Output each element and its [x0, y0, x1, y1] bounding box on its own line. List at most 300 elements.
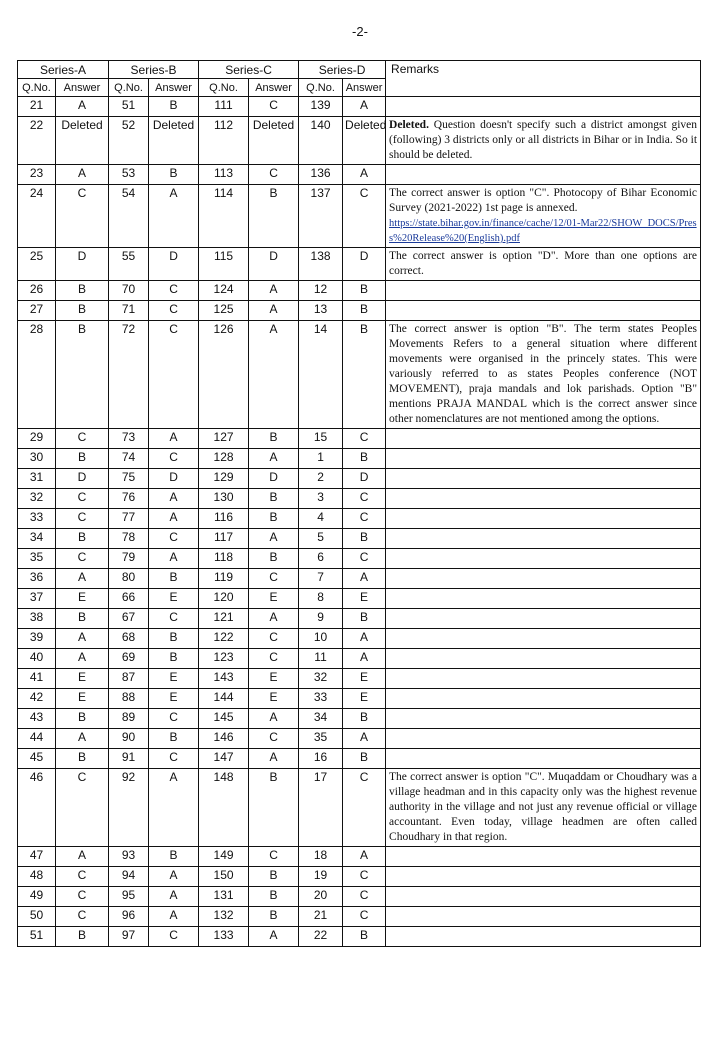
series-a-qno-cell: 43	[18, 709, 56, 729]
series-c-qno-cell: 114	[199, 185, 249, 248]
series-c-answer-cell: B	[249, 549, 299, 569]
series-c-answer-cell: E	[249, 669, 299, 689]
remarks-cell	[386, 569, 701, 589]
series-d-qno-cell: 14	[299, 321, 343, 429]
series-b-answer-cell: B	[149, 729, 199, 749]
series-c-qno-cell: 149	[199, 847, 249, 867]
series-a-answer-cell: A	[56, 847, 109, 867]
remark-text: The correct answer is option "C". Photocopy of Bihar Economic Survey (2021-2022) 1st page is annexed.	[389, 187, 698, 214]
series-c-answer-cell: A	[249, 449, 299, 469]
table-row	[18, 907, 701, 927]
series-b-qno-cell: 74	[109, 449, 149, 469]
series-b-qno-cell: 72	[109, 321, 149, 429]
series-b-answer-cell: C	[149, 749, 199, 769]
series-b-qno-cell: 51	[109, 97, 149, 117]
series-b-answer-cell: A	[149, 867, 199, 887]
remarks-cell	[386, 301, 701, 321]
series-a-answer-cell: B	[56, 301, 109, 321]
answer-key-table	[17, 60, 701, 947]
series-b-qno-cell: 69	[109, 649, 149, 669]
remarks-cell	[386, 867, 701, 887]
remarks-cell	[386, 669, 701, 689]
series-b-qno-cell: 68	[109, 629, 149, 649]
series-a-qno-cell: 39	[18, 629, 56, 649]
series-c-qno-cell: 124	[199, 281, 249, 301]
series-a-qno-cell: 37	[18, 589, 56, 609]
series-d-qno-cell: 33	[299, 689, 343, 709]
series-c-qno-cell: 121	[199, 609, 249, 629]
series-c-qno-cell: 118	[199, 549, 249, 569]
series-c-answer-cell: A	[249, 301, 299, 321]
series-b-answer-cell: A	[149, 509, 199, 529]
table-row	[18, 429, 701, 449]
series-b-answer-cell: A	[149, 429, 199, 449]
series-d-answer-cell: B	[343, 321, 386, 429]
series-c-answer-cell: C	[249, 569, 299, 589]
series-b-answer-cell: B	[149, 649, 199, 669]
table-row	[18, 729, 701, 749]
series-a-answer-cell: A	[56, 569, 109, 589]
series-c-qno-cell: 130	[199, 489, 249, 509]
remarks-cell	[386, 509, 701, 529]
remarks-cell	[386, 609, 701, 629]
series-a-qno-cell: 22	[18, 117, 56, 165]
series-a-answer-cell: D	[56, 248, 109, 281]
series-c-answer-cell: A	[249, 321, 299, 429]
series-b-answer-cell: D	[149, 248, 199, 281]
series-c-answer-cell: C	[249, 649, 299, 669]
series-b-answer-cell: Deleted	[149, 117, 199, 165]
answer-header: Answer	[56, 79, 109, 97]
series-d-answer-cell: Deleted	[343, 117, 386, 165]
series-d-qno-cell: 21	[299, 907, 343, 927]
remarks-cell	[386, 649, 701, 669]
qno-header: Q.No.	[18, 79, 56, 97]
series-c-answer-cell: B	[249, 509, 299, 529]
series-d-answer-cell: A	[343, 847, 386, 867]
page-number: -2-	[352, 24, 368, 39]
series-b-answer-cell: C	[149, 281, 199, 301]
series-d-qno-cell: 140	[299, 117, 343, 165]
series-d-answer-cell: E	[343, 689, 386, 709]
series-d-answer-cell: B	[343, 449, 386, 469]
series-d-qno-cell: 3	[299, 489, 343, 509]
series-b-qno-cell: 96	[109, 907, 149, 927]
series-d-answer-cell: A	[343, 729, 386, 749]
remarks-cell	[386, 629, 701, 649]
series-d-answer-cell: B	[343, 281, 386, 301]
series-d-qno-cell: 7	[299, 569, 343, 589]
series-c-answer-cell: C	[249, 847, 299, 867]
series-d-answer-cell: C	[343, 509, 386, 529]
remarks-cell	[386, 117, 701, 165]
series-d-qno-cell: 12	[299, 281, 343, 301]
series-a-qno-cell: 38	[18, 609, 56, 629]
series-b-answer-cell: A	[149, 887, 199, 907]
remarks-cell	[386, 729, 701, 749]
series-a-answer-cell: E	[56, 689, 109, 709]
series-c-qno-cell: 143	[199, 669, 249, 689]
series-a-qno-cell: 36	[18, 569, 56, 589]
series-b-qno-cell: 92	[109, 769, 149, 847]
series-d-answer-cell: B	[343, 609, 386, 629]
table-row	[18, 529, 701, 549]
remarks-cell	[386, 97, 701, 117]
series-d-qno-cell: 4	[299, 509, 343, 529]
series-c-qno-cell: 150	[199, 867, 249, 887]
series-a-answer-cell: D	[56, 469, 109, 489]
series-a-qno-cell: 33	[18, 509, 56, 529]
series-a-qno-cell: 21	[18, 97, 56, 117]
series-c-qno-cell: 129	[199, 469, 249, 489]
series-a-qno-cell: 29	[18, 429, 56, 449]
series-b-qno-cell: 67	[109, 609, 149, 629]
series-b-qno-cell: 91	[109, 749, 149, 769]
series-b-answer-cell: A	[149, 907, 199, 927]
series-d-qno-cell: 137	[299, 185, 343, 248]
series-a-qno-cell: 30	[18, 449, 56, 469]
series-a-qno-cell: 49	[18, 887, 56, 907]
table-row	[18, 301, 701, 321]
series-b-qno-cell: 55	[109, 248, 149, 281]
series-c-qno-cell: 111	[199, 97, 249, 117]
series-a-answer-cell: C	[56, 907, 109, 927]
series-d-answer-cell: C	[343, 887, 386, 907]
table-row	[18, 117, 701, 165]
series-b-qno-cell: 80	[109, 569, 149, 589]
table-row	[18, 509, 701, 529]
table-row	[18, 281, 701, 301]
series-c-answer-cell: C	[249, 165, 299, 185]
remarks-cell	[386, 429, 701, 449]
series-c-answer-cell: A	[249, 749, 299, 769]
series-a-qno-cell: 31	[18, 469, 56, 489]
series-d-answer-cell: B	[343, 301, 386, 321]
series-c-answer-cell: D	[249, 248, 299, 281]
remarks-cell	[386, 907, 701, 927]
series-c-qno-cell: 112	[199, 117, 249, 165]
series-c-qno-cell: 133	[199, 927, 249, 947]
series-a-qno-cell: 46	[18, 769, 56, 847]
series-b-qno-cell: 77	[109, 509, 149, 529]
series-a-answer-cell: B	[56, 529, 109, 549]
series-d-answer-cell: D	[343, 469, 386, 489]
series-a-answer-cell: E	[56, 589, 109, 609]
series-a-answer-cell: C	[56, 867, 109, 887]
series-c-answer-cell: B	[249, 887, 299, 907]
series-d-qno-cell: 6	[299, 549, 343, 569]
series-d-qno-cell: 5	[299, 529, 343, 549]
series-b-header: Series-B	[109, 61, 199, 79]
series-c-answer-cell: Deleted	[249, 117, 299, 165]
series-a-answer-cell: B	[56, 927, 109, 947]
series-b-answer-cell: B	[149, 629, 199, 649]
series-d-answer-cell: C	[343, 769, 386, 847]
series-b-answer-cell: D	[149, 469, 199, 489]
table-row	[18, 489, 701, 509]
series-a-answer-cell: A	[56, 649, 109, 669]
remark-bold-text: Deleted.	[389, 119, 429, 131]
table-row	[18, 709, 701, 729]
series-a-qno-cell: 45	[18, 749, 56, 769]
series-d-answer-cell: A	[343, 649, 386, 669]
series-b-qno-cell: 90	[109, 729, 149, 749]
series-a-qno-cell: 51	[18, 927, 56, 947]
series-d-qno-cell: 2	[299, 469, 343, 489]
remarks-cell	[386, 549, 701, 569]
series-d-qno-cell: 18	[299, 847, 343, 867]
table-row	[18, 97, 701, 117]
series-d-qno-cell: 9	[299, 609, 343, 629]
series-a-answer-cell: A	[56, 729, 109, 749]
series-a-answer-cell: C	[56, 887, 109, 907]
remarks-cell	[386, 449, 701, 469]
series-c-answer-cell: A	[249, 529, 299, 549]
series-d-qno-cell: 17	[299, 769, 343, 847]
remarks-cell	[386, 248, 701, 281]
series-b-answer-cell: C	[149, 449, 199, 469]
series-c-qno-cell: 119	[199, 569, 249, 589]
remarks-cell	[386, 709, 701, 729]
series-c-qno-cell: 117	[199, 529, 249, 549]
series-d-answer-cell: B	[343, 529, 386, 549]
series-d-answer-cell: A	[343, 165, 386, 185]
series-b-qno-cell: 79	[109, 549, 149, 569]
table-row	[18, 927, 701, 947]
series-d-answer-cell: B	[343, 749, 386, 769]
series-a-answer-cell: C	[56, 549, 109, 569]
series-a-answer-cell: C	[56, 429, 109, 449]
series-d-header: Series-D	[299, 61, 386, 79]
remark-link[interactable]: https://state.bihar.gov.in/finance/cache/12/01-Mar22/SHOW_DOCS/Press%20Release%20(English).pdf	[389, 218, 697, 244]
answer-header: Answer	[149, 79, 199, 97]
series-c-answer-cell: A	[249, 281, 299, 301]
series-d-qno-cell: 138	[299, 248, 343, 281]
series-a-answer-cell: E	[56, 669, 109, 689]
table-row	[18, 569, 701, 589]
series-d-qno-cell: 19	[299, 867, 343, 887]
series-c-answer-cell: B	[249, 867, 299, 887]
series-a-answer-cell: A	[56, 629, 109, 649]
qno-header: Q.No.	[299, 79, 343, 97]
series-a-qno-cell: 40	[18, 649, 56, 669]
table-row	[18, 749, 701, 769]
series-a-qno-cell: 32	[18, 489, 56, 509]
series-b-answer-cell: B	[149, 97, 199, 117]
series-d-answer-cell: A	[343, 97, 386, 117]
series-d-answer-cell: C	[343, 907, 386, 927]
series-b-qno-cell: 75	[109, 469, 149, 489]
series-c-answer-cell: D	[249, 469, 299, 489]
series-a-answer-cell: C	[56, 769, 109, 847]
series-a-qno-cell: 23	[18, 165, 56, 185]
series-c-answer-cell: C	[249, 97, 299, 117]
series-a-qno-cell: 48	[18, 867, 56, 887]
series-b-answer-cell: B	[149, 847, 199, 867]
series-b-answer-cell: C	[149, 609, 199, 629]
series-d-qno-cell: 15	[299, 429, 343, 449]
series-b-answer-cell: E	[149, 689, 199, 709]
series-d-answer-cell: E	[343, 589, 386, 609]
series-d-qno-cell: 139	[299, 97, 343, 117]
table-row	[18, 689, 701, 709]
remarks-cell	[386, 887, 701, 907]
series-a-qno-cell: 34	[18, 529, 56, 549]
series-c-answer-cell: C	[249, 729, 299, 749]
series-a-qno-cell: 27	[18, 301, 56, 321]
series-c-qno-cell: 147	[199, 749, 249, 769]
series-a-answer-cell: B	[56, 449, 109, 469]
series-a-header: Series-A	[18, 61, 109, 79]
series-b-answer-cell: E	[149, 589, 199, 609]
table-row	[18, 887, 701, 907]
remarks-cell	[386, 927, 701, 947]
remarks-cell	[386, 185, 701, 248]
series-a-qno-cell: 44	[18, 729, 56, 749]
series-b-qno-cell: 70	[109, 281, 149, 301]
series-c-qno-cell: 128	[199, 449, 249, 469]
series-a-qno-cell: 35	[18, 549, 56, 569]
series-b-answer-cell: C	[149, 709, 199, 729]
series-b-qno-cell: 93	[109, 847, 149, 867]
series-b-answer-cell: C	[149, 321, 199, 429]
remark-text: The correct answer is option "C". Muqaddam or Choudhary was a village headman and in this capacity only was the highest revenue authority in the village and not just any revenue official or village accountant. Even today, village headmen are often called Choudhary in that region.	[389, 771, 698, 843]
series-c-qno-cell: 144	[199, 689, 249, 709]
series-b-answer-cell: B	[149, 569, 199, 589]
series-a-answer-cell: A	[56, 165, 109, 185]
series-c-answer-cell: B	[249, 769, 299, 847]
series-d-qno-cell: 22	[299, 927, 343, 947]
series-c-qno-cell: 115	[199, 248, 249, 281]
remark-text: The correct answer is option "B". The term states Peoples Movements Refers to a general situation where different movements were organised in the princely states. This were variously referred to as states Peoples conference (NOT MOVEMENT), praja mandals and lok parishads. Option "B" mentions PRAJA MANDAL which is the correct answer since other nomenclatures are not mentioned among the options.	[389, 323, 698, 425]
series-c-answer-cell: B	[249, 429, 299, 449]
series-d-answer-cell: A	[343, 569, 386, 589]
series-b-answer-cell: C	[149, 301, 199, 321]
series-b-qno-cell: 53	[109, 165, 149, 185]
series-d-answer-cell: C	[343, 185, 386, 248]
series-d-answer-cell: B	[343, 927, 386, 947]
series-b-qno-cell: 89	[109, 709, 149, 729]
series-c-answer-cell: B	[249, 907, 299, 927]
series-b-answer-cell: C	[149, 927, 199, 947]
series-a-qno-cell: 26	[18, 281, 56, 301]
series-a-qno-cell: 25	[18, 248, 56, 281]
qno-header: Q.No.	[109, 79, 149, 97]
series-b-qno-cell: 95	[109, 887, 149, 907]
table-row	[18, 248, 701, 281]
series-c-answer-cell: A	[249, 609, 299, 629]
series-d-answer-cell: A	[343, 629, 386, 649]
remarks-cell	[386, 529, 701, 549]
series-c-qno-cell: 146	[199, 729, 249, 749]
remarks-cell	[386, 769, 701, 847]
series-a-answer-cell: B	[56, 709, 109, 729]
series-b-qno-cell: 52	[109, 117, 149, 165]
table-row	[18, 321, 701, 429]
table-row	[18, 847, 701, 867]
series-d-qno-cell: 10	[299, 629, 343, 649]
series-a-answer-cell: C	[56, 509, 109, 529]
series-d-qno-cell: 32	[299, 669, 343, 689]
series-b-qno-cell: 73	[109, 429, 149, 449]
series-a-qno-cell: 41	[18, 669, 56, 689]
series-d-qno-cell: 13	[299, 301, 343, 321]
table-row	[18, 469, 701, 489]
series-b-qno-cell: 97	[109, 927, 149, 947]
series-d-qno-cell: 20	[299, 887, 343, 907]
series-d-qno-cell: 34	[299, 709, 343, 729]
series-d-qno-cell: 8	[299, 589, 343, 609]
series-a-answer-cell: B	[56, 281, 109, 301]
series-b-answer-cell: A	[149, 489, 199, 509]
series-b-qno-cell: 54	[109, 185, 149, 248]
series-b-answer-cell: E	[149, 669, 199, 689]
remarks-cell	[386, 847, 701, 867]
series-a-qno-cell: 42	[18, 689, 56, 709]
series-d-answer-cell: C	[343, 489, 386, 509]
series-a-qno-cell: 50	[18, 907, 56, 927]
series-b-answer-cell: B	[149, 165, 199, 185]
series-d-answer-cell: C	[343, 549, 386, 569]
series-b-answer-cell: A	[149, 769, 199, 847]
series-b-qno-cell: 78	[109, 529, 149, 549]
series-c-answer-cell: E	[249, 689, 299, 709]
series-b-answer-cell: A	[149, 549, 199, 569]
series-c-qno-cell: 113	[199, 165, 249, 185]
series-c-qno-cell: 123	[199, 649, 249, 669]
series-b-qno-cell: 66	[109, 589, 149, 609]
remarks-cell	[386, 165, 701, 185]
series-c-qno-cell: 145	[199, 709, 249, 729]
series-c-qno-cell: 127	[199, 429, 249, 449]
series-d-answer-cell: E	[343, 669, 386, 689]
table-row	[18, 609, 701, 629]
table-row	[18, 649, 701, 669]
qno-header: Q.No.	[199, 79, 249, 97]
table-row	[18, 669, 701, 689]
series-c-qno-cell: 125	[199, 301, 249, 321]
series-a-answer-cell: C	[56, 489, 109, 509]
series-d-qno-cell: 11	[299, 649, 343, 669]
series-c-answer-cell: B	[249, 185, 299, 248]
series-c-qno-cell: 122	[199, 629, 249, 649]
series-d-qno-cell: 1	[299, 449, 343, 469]
series-a-answer-cell: A	[56, 97, 109, 117]
remarks-cell	[386, 469, 701, 489]
series-c-answer-cell: B	[249, 489, 299, 509]
series-a-answer-cell: C	[56, 185, 109, 248]
series-a-answer-cell: B	[56, 749, 109, 769]
series-c-qno-cell: 132	[199, 907, 249, 927]
remarks-cell	[386, 281, 701, 301]
remarks-header: Remarks	[386, 61, 701, 97]
series-c-header: Series-C	[199, 61, 299, 79]
series-d-answer-cell: C	[343, 867, 386, 887]
series-a-answer-cell: B	[56, 609, 109, 629]
series-a-answer-cell: Deleted	[56, 117, 109, 165]
series-c-qno-cell: 126	[199, 321, 249, 429]
remark-text: The correct answer is option "D". More than one options are correct.	[389, 250, 698, 277]
series-b-answer-cell: A	[149, 185, 199, 248]
answer-header: Answer	[343, 79, 386, 97]
remarks-cell	[386, 321, 701, 429]
remarks-cell	[386, 589, 701, 609]
remarks-cell	[386, 489, 701, 509]
series-a-qno-cell: 24	[18, 185, 56, 248]
series-c-qno-cell: 148	[199, 769, 249, 847]
table-row	[18, 449, 701, 469]
series-b-qno-cell: 87	[109, 669, 149, 689]
